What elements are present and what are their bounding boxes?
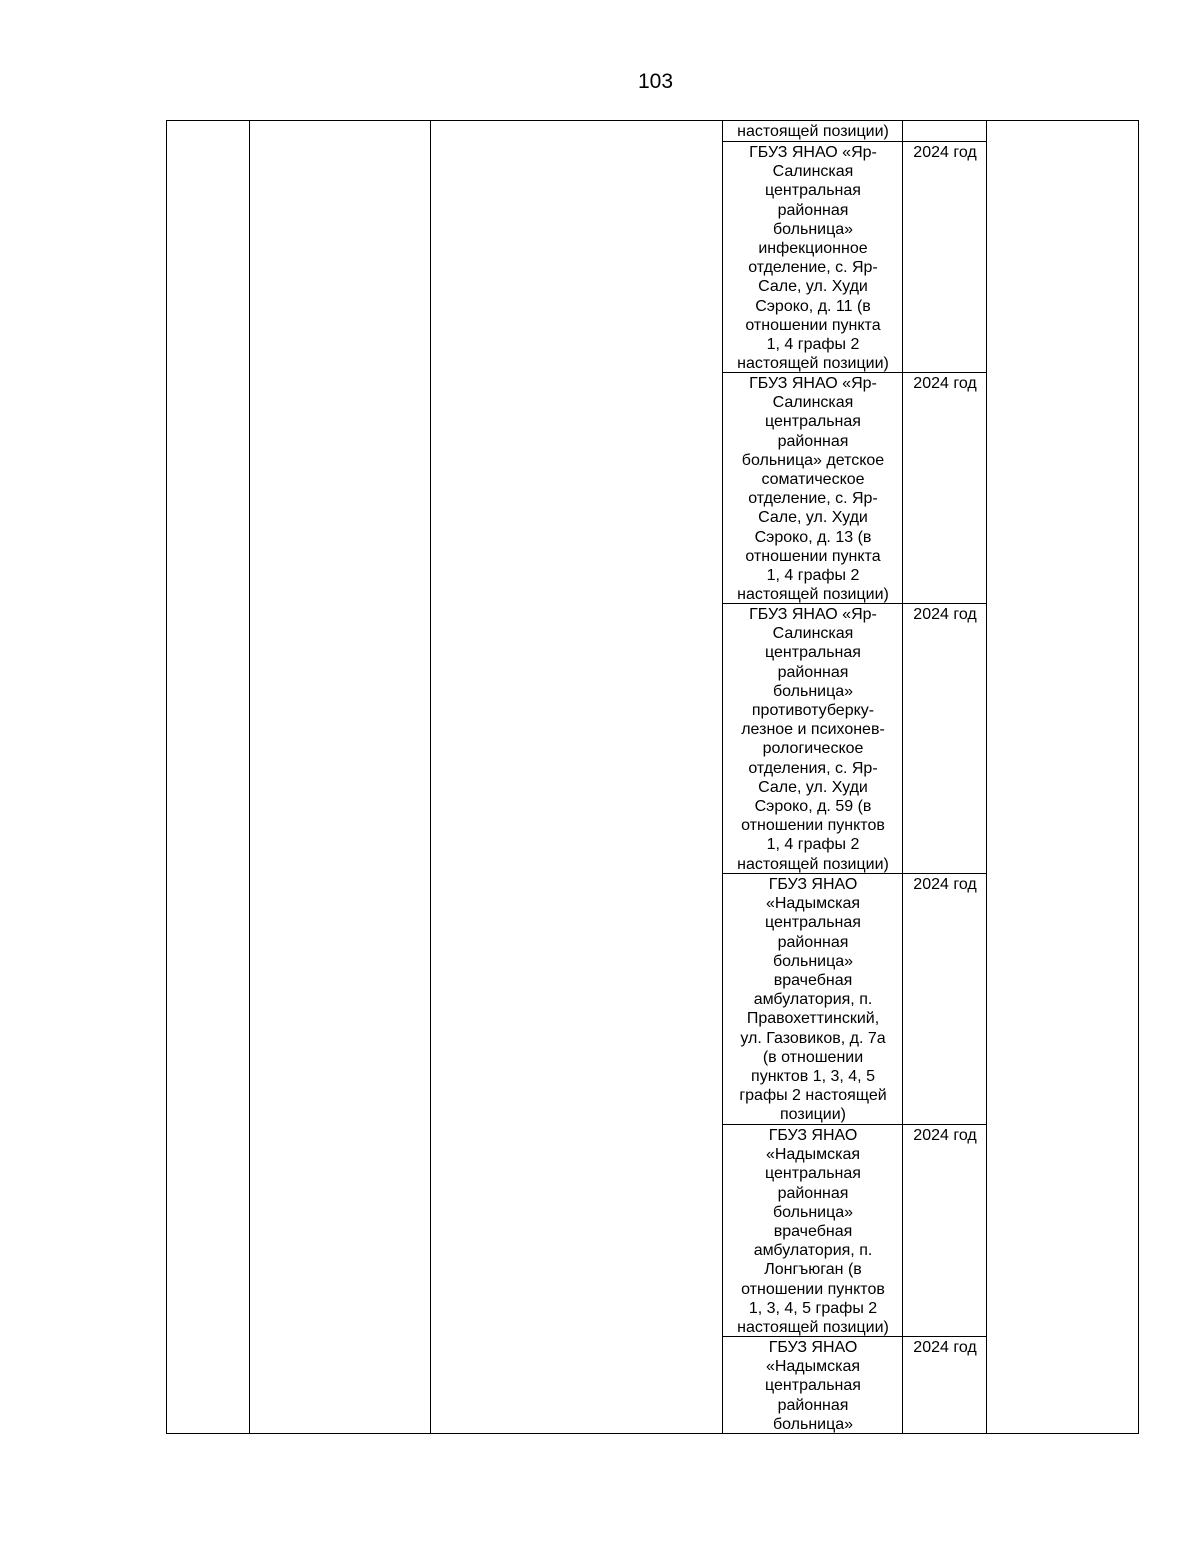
- table-cell-place: ГБУЗ ЯНАО «Надымская центральная районная больница» врачебная амбулатория, п. Лонгъюган (в отношении пунктов 1, 3, 4, 5 графы 2 настоящей позиции): [737, 1127, 889, 1337]
- table-cell-place: ГБУЗ ЯНАО «Надымская центральная районная больница»: [765, 1339, 861, 1433]
- table-cell-year: 2024 год: [913, 876, 977, 893]
- table-cell-place: настоящей позиции): [737, 123, 889, 140]
- table-cell-place: ГБУЗ ЯНАО «Надымская центральная районная больница» врачебная амбулатория, п. Правохеттинский, ул. Газовиков, д. 7а (в отношении пунктов 1, 3, 4, 5 графы 2 настоящей позиции): [739, 876, 887, 1124]
- table-cell-place: ГБУЗ ЯНАО «Яр- Салинская центральная районная больница» противотуберку- лезное и психонев- рологическое отделения, с. Яр- Сале, ул. Худи Сэроко, д. 59 (в отношении пунктов 1, 4 графы 2 настоящей позиции): [737, 606, 889, 873]
- table-cell-year: 2024 год: [913, 1127, 977, 1144]
- table-cell-year: 2024 год: [913, 375, 977, 392]
- table-cell-place: ГБУЗ ЯНАО «Яр- Салинская центральная районная больница» инфекционное отделение, с. Яр- Сале, ул. Худи Сэроко, д. 11 (в отношении пункта 1, 4 графы 2 настоящей позиции): [737, 144, 889, 373]
- column-divider-2: [430, 120, 431, 1434]
- table-cell-place: ГБУЗ ЯНАО «Яр- Салинская центральная районная больница» детское соматическое отделение, с. Яр- Сале, ул. Худи Сэроко, д. 13 (в отношении пункта 1, 4 графы 2 настоящей позиции): [737, 375, 889, 604]
- table: [166, 120, 1139, 1434]
- column-divider-1: [249, 120, 250, 1434]
- column-divider-4: [902, 120, 903, 1434]
- table-cell-year: 2024 год: [913, 606, 977, 623]
- column-divider-3: [722, 120, 723, 1434]
- table-cell-year: 2024 год: [913, 1339, 977, 1356]
- table-cell-year: 2024 год: [913, 144, 977, 161]
- page-number: 103: [637, 70, 674, 93]
- column-divider-5: [986, 120, 987, 1434]
